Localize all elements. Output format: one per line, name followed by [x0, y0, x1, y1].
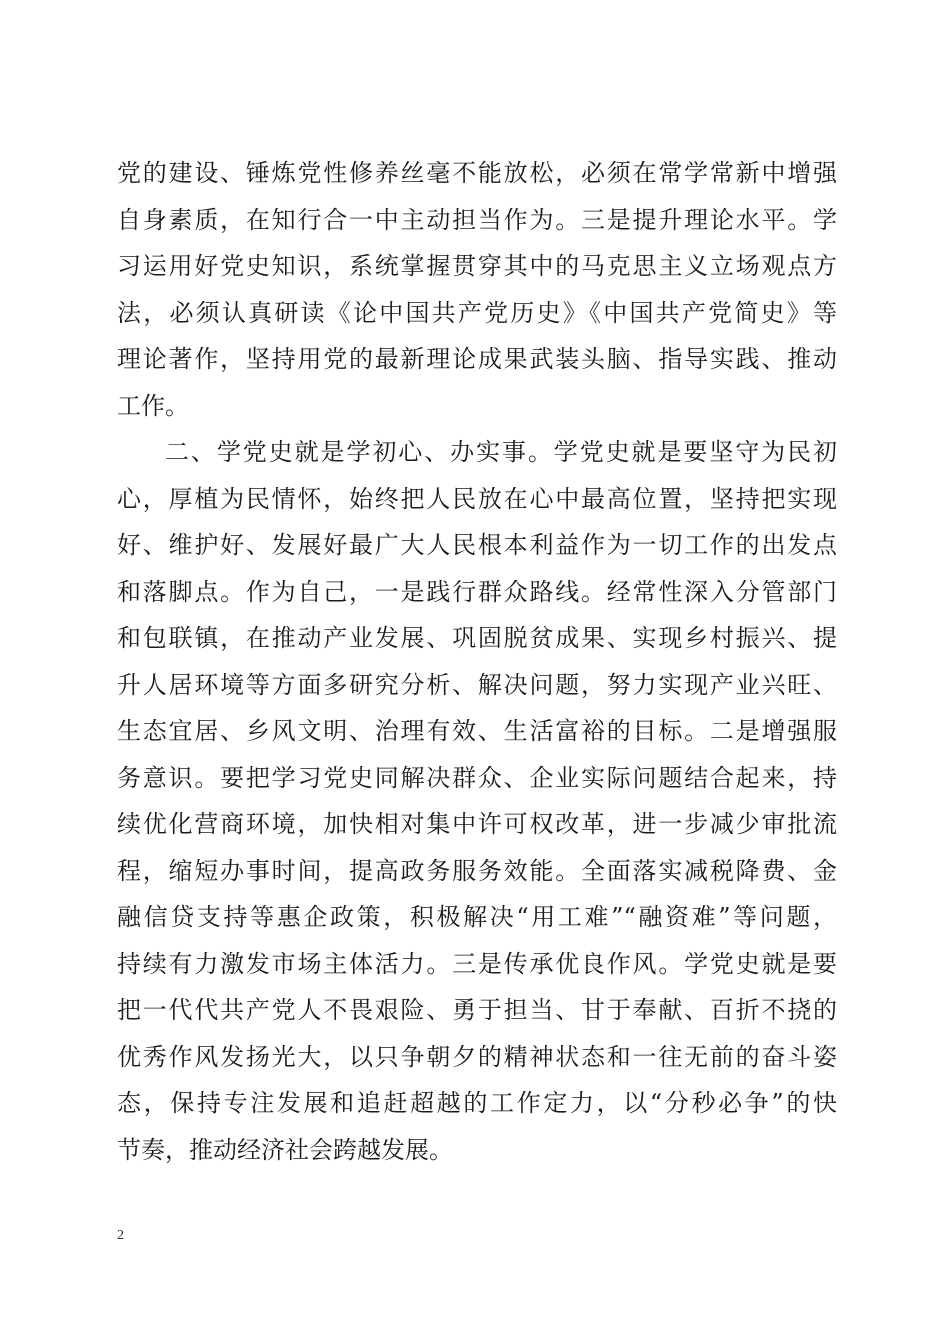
- text-line: 升人居环境等方面多研究分析、解决问题，努力实现产业兴旺、: [117, 670, 837, 699]
- text-line: 融信贷支持等惠企政策，积极解决“用工难”“融资难”等问题，: [117, 903, 837, 931]
- text-line: 生态宜居、乡风文明、治理有效、生活富裕的目标。二是增强服: [117, 717, 837, 745]
- body-text: [117, 150, 837, 1173]
- text-line: 优秀作风发扬光大，以只争朝夕的精神状态和一往无前的奋斗姿: [117, 1042, 837, 1071]
- text-line: 和包联镇，在推动产业发展、巩固脱贫成果、实现乡村振兴、提: [117, 624, 837, 652]
- text-line: 工作。: [117, 391, 189, 420]
- text-line: 节奏，推动经济社会跨越发展。: [117, 1135, 453, 1164]
- text-line: 持续有力激发市场主体活力。三是传承优良作风。学党史就是要: [117, 949, 837, 978]
- text-line: 把一代代共产党人不畏艰险、勇于担当、甘于奉献、百折不挠的: [117, 996, 837, 1024]
- text-line: 态，保持专注发展和追赶超越的工作定力，以“分秒必争”的快: [117, 1089, 837, 1117]
- text-line: 和落脚点。作为自己，一是践行群众路线。经常性深入分管部门: [117, 577, 837, 606]
- text-line: 理论著作，坚持用党的最新理论成果武装头脑、指导实践、推动: [117, 345, 837, 373]
- text-line: 习运用好党史知识，系统掌握贯穿其中的马克思主义立场观点方: [117, 252, 837, 280]
- text-line: 务意识。要把学习党史同解决群众、企业实际问题结合起来，持: [117, 763, 837, 792]
- text-line: 党的建设、锤炼党性修养丝毫不能放松，必须在常学常新中增强: [117, 159, 837, 187]
- paragraph-heading-line: 二、学党史就是学初心、办实事。学党史就是要坚守为民初: [165, 438, 837, 466]
- text-line: 法，必须认真研读《论中国共产党历史》《中国共产党简史》等: [117, 298, 837, 327]
- text-line: 程，缩短办事时间，提高政务服务效能。全面落实减税降费、金: [117, 856, 837, 885]
- text-line: 自身素质，在知行合一中主动担当作为。三是提升理论水平。学: [117, 205, 837, 234]
- page-number: 2: [117, 1228, 124, 1243]
- text-line: 心，厚植为民情怀，始终把人民放在心中最高位置，坚持把实现: [117, 484, 837, 513]
- text-line: 续优化营商环境，加快相对集中许可权改革，进一步减少审批流: [117, 810, 837, 838]
- text-line: 好、维护好、发展好最广大人民根本利益作为一切工作的出发点: [117, 531, 837, 559]
